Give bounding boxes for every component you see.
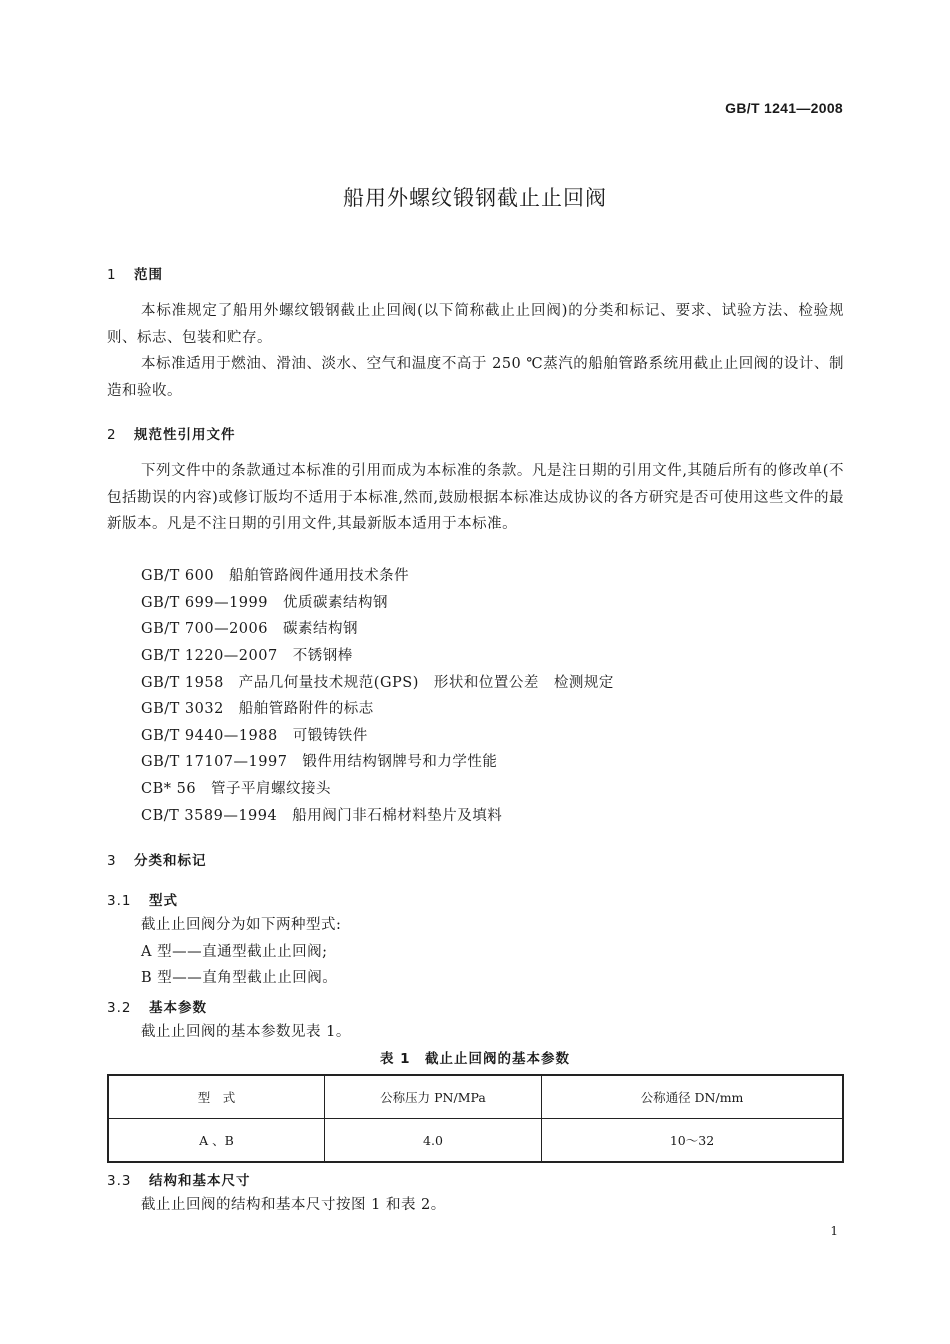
section-1-heading: [107, 263, 163, 283]
section-3-1-line: A 型——直通型截止止回阀;: [141, 944, 328, 960]
cell-diameter: 10～32: [542, 1119, 844, 1163]
reference-item: GB/T 1958 产品几何量技术规范(GPS) 形状和位置公差 检测规定: [141, 675, 614, 691]
section-number: 2: [107, 427, 117, 443]
section-3-3-heading: [107, 1169, 251, 1189]
section-title: 规范性引用文件: [134, 427, 236, 443]
section-3-1-heading: [107, 889, 178, 909]
section-title: 基本参数: [149, 1000, 207, 1016]
reference-item: CB/T 3589—1994 船用阀门非石棉材料垫片及填料: [141, 808, 503, 824]
section-2-paragraph: 下列文件中的条款通过本标准的引用而成为本标准的条款。凡是注日期的引用文件,其随后所有的修改单(不包括勘误的内容)或修订版均不适用于本标准,然而,鼓励根据本标准达成协议的各方研究是否可使用这些文件的最新版本。凡是不注日期的引用文件,其最新版本适用于本标准。: [107, 463, 844, 532]
document-title: 船用外螺纹锻钢截止止回阀: [343, 186, 607, 210]
cell-pressure: 4.0: [325, 1119, 542, 1163]
section-3-1-line: B 型——直角型截止止回阀。: [141, 970, 338, 986]
reference-item: CB* 56 管子平肩螺纹接头: [141, 781, 332, 797]
section-title: 分类和标记: [134, 853, 207, 869]
section-2-heading: [107, 423, 236, 443]
section-1-paragraph-2: 本标准适用于燃油、滑油、淡水、空气和温度不高于 250 ℃蒸汽的船舶管路系统用截止止回阀的设计、制造和验收。: [107, 356, 844, 399]
section-title: 型式: [149, 893, 178, 909]
section-number: 3.1: [107, 893, 132, 909]
table-header-row: [108, 1075, 843, 1119]
column-header-type: 型 式: [108, 1075, 325, 1119]
basic-parameters-table: [107, 1074, 844, 1163]
section-3-1-line: 截止止回阀分为如下两种型式:: [141, 917, 342, 933]
reference-item: GB/T 3032 船舶管路附件的标志: [141, 701, 374, 717]
section-3-2-heading: [107, 996, 207, 1016]
reference-item: GB/T 9440—1988 可锻铸铁件: [141, 728, 368, 744]
cell-type: A 、B: [108, 1119, 325, 1163]
section-title: 范围: [134, 267, 163, 283]
section-3-2-line: 截止止回阀的基本参数见表 1。: [141, 1024, 351, 1040]
section-number: 1: [107, 267, 117, 283]
section-3-3-line: 截止止回阀的结构和基本尺寸按图 1 和表 2。: [141, 1197, 446, 1213]
section-1-paragraph-1: 本标准规定了船用外螺纹锻钢截止止回阀(以下简称截止止回阀)的分类和标记、要求、试验方法、检验规则、标志、包装和贮存。: [107, 303, 844, 346]
table-1-caption: 表 1 截止止回阀的基本参数: [379, 1051, 571, 1067]
reference-item: GB/T 600 船舶管路阀件通用技术条件: [141, 568, 410, 584]
reference-item: GB/T 699—1999 优质碳素结构钢: [141, 595, 388, 611]
section-number: 3.3: [107, 1173, 132, 1189]
section-number: 3: [107, 853, 117, 869]
page-number: 1: [830, 1224, 838, 1238]
reference-item: GB/T 1220—2007 不锈钢棒: [141, 648, 353, 664]
section-title: 结构和基本尺寸: [149, 1173, 251, 1189]
standard-code: GB/T 1241—2008: [725, 100, 843, 116]
section-3-heading: [107, 849, 207, 869]
reference-item: GB/T 700—2006 碳素结构钢: [141, 621, 358, 637]
column-header-diameter: 公称通径 DN/mm: [542, 1075, 844, 1119]
section-number: 3.2: [107, 1000, 132, 1016]
reference-item: GB/T 17107—1997 锻件用结构钢牌号和力学性能: [141, 754, 498, 770]
table-row: [108, 1119, 843, 1163]
column-header-pressure: 公称压力 PN/MPa: [325, 1075, 542, 1119]
